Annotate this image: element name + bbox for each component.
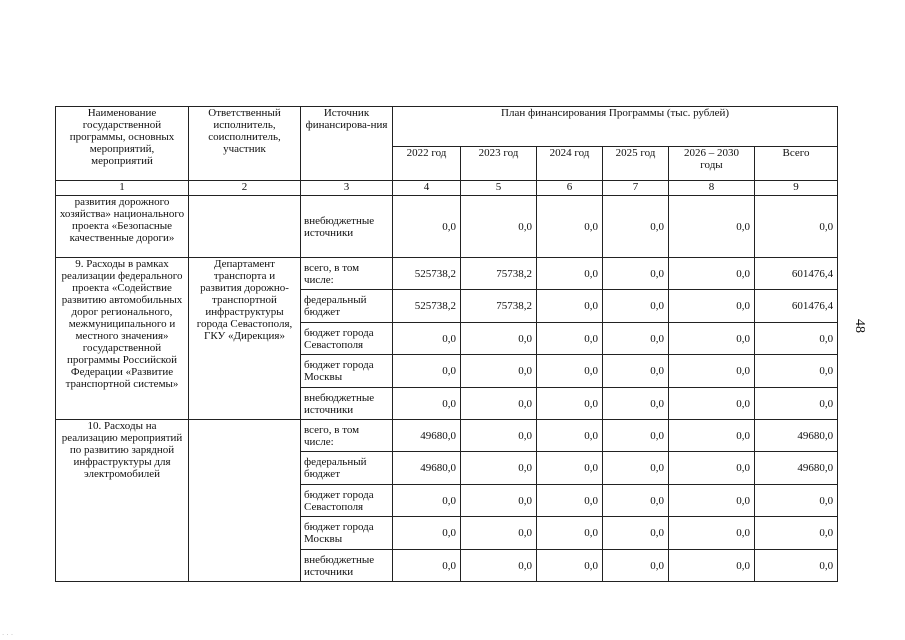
- cell-total: 49680,0: [755, 452, 838, 485]
- cell-amount: 525738,2: [393, 258, 461, 290]
- cell-amount: 49680,0: [393, 420, 461, 452]
- cell-amount: 0,0: [537, 452, 603, 485]
- cell-program-name: 9. Расходы в рамках реализации федерального проекта «Содействие развитию автомобильных дорог регионального, межмуниципального и местного значения» государственной программы Российской Федерации «Развитие транспортной системы»: [56, 258, 189, 420]
- column-number: 7: [603, 181, 669, 196]
- cell-source: внебюджетные источники: [301, 196, 393, 258]
- column-number: 8: [669, 181, 755, 196]
- cell-amount: 0,0: [537, 290, 603, 323]
- cell-amount: 0,0: [669, 420, 755, 452]
- column-number: 6: [537, 181, 603, 196]
- column-number: 9: [755, 181, 838, 196]
- cell-amount: 525738,2: [393, 290, 461, 323]
- cell-amount: 0,0: [393, 196, 461, 258]
- cell-program-name: 10. Расходы на реализацию мероприятий по развитию зарядной инфраструктуры для электромобилей: [56, 420, 189, 582]
- cell-amount: 0,0: [461, 323, 537, 355]
- cell-amount: 0,0: [537, 258, 603, 290]
- cell-amount: 0,0: [537, 485, 603, 517]
- cell-amount: 0,0: [603, 196, 669, 258]
- cell-amount: 75738,2: [461, 290, 537, 323]
- cell-total: 0,0: [755, 550, 838, 582]
- cell-amount: 0,0: [669, 452, 755, 485]
- cell-executor: [189, 420, 301, 582]
- cell-amount: 0,0: [603, 258, 669, 290]
- cell-amount: 0,0: [393, 485, 461, 517]
- cell-amount: 0,0: [537, 420, 603, 452]
- cell-source: федеральный бюджет: [301, 452, 393, 485]
- header-year: 2023 год: [461, 147, 537, 181]
- cell-amount: 0,0: [461, 485, 537, 517]
- cell-amount: 0,0: [537, 388, 603, 420]
- header-year: 2022 год: [393, 147, 461, 181]
- cell-amount: 75738,2: [461, 258, 537, 290]
- cell-source: бюджет города Москвы: [301, 517, 393, 550]
- cell-amount: 0,0: [669, 550, 755, 582]
- header-year: 2024 год: [537, 147, 603, 181]
- scan-mark: . . .: [2, 628, 14, 637]
- cell-amount: 0,0: [669, 388, 755, 420]
- cell-amount: 0,0: [603, 388, 669, 420]
- cell-amount: 0,0: [461, 196, 537, 258]
- cell-program-name: развития дорожного хозяйства» национального проекта «Безопасные качественные дороги»: [56, 196, 189, 258]
- cell-amount: 0,0: [603, 323, 669, 355]
- cell-amount: 0,0: [537, 323, 603, 355]
- cell-total: 0,0: [755, 323, 838, 355]
- table-row: [56, 420, 838, 452]
- cell-source: внебюджетные источники: [301, 550, 393, 582]
- cell-total: 0,0: [755, 196, 838, 258]
- header-source: Источник финансирова-ния: [301, 107, 393, 181]
- table-row: [56, 196, 838, 258]
- financing-table: [55, 106, 838, 582]
- cell-amount: 0,0: [461, 517, 537, 550]
- cell-amount: 0,0: [461, 452, 537, 485]
- cell-amount: 0,0: [603, 420, 669, 452]
- cell-amount: 0,0: [393, 355, 461, 388]
- cell-source: федеральный бюджет: [301, 290, 393, 323]
- page-number: 48: [852, 319, 867, 333]
- column-number: 3: [301, 181, 393, 196]
- cell-amount: 0,0: [669, 355, 755, 388]
- cell-source: бюджет города Москвы: [301, 355, 393, 388]
- cell-executor: [189, 196, 301, 258]
- cell-amount: 0,0: [669, 517, 755, 550]
- cell-source: бюджет города Севастополя: [301, 485, 393, 517]
- table-row: [56, 258, 838, 290]
- cell-amount: 0,0: [669, 258, 755, 290]
- cell-amount: 0,0: [461, 420, 537, 452]
- cell-total: 601476,4: [755, 258, 838, 290]
- column-number: 5: [461, 181, 537, 196]
- cell-amount: 0,0: [537, 355, 603, 388]
- cell-amount: 0,0: [603, 290, 669, 323]
- cell-amount: 0,0: [461, 388, 537, 420]
- cell-amount: 0,0: [393, 388, 461, 420]
- cell-amount: 0,0: [393, 550, 461, 582]
- table-body: [56, 196, 838, 582]
- cell-amount: 0,0: [537, 517, 603, 550]
- cell-total: 0,0: [755, 485, 838, 517]
- cell-amount: 0,0: [669, 485, 755, 517]
- cell-total: 0,0: [755, 355, 838, 388]
- cell-total: 601476,4: [755, 290, 838, 323]
- column-number: 4: [393, 181, 461, 196]
- cell-amount: 0,0: [461, 550, 537, 582]
- cell-amount: 0,0: [537, 196, 603, 258]
- cell-total: 0,0: [755, 517, 838, 550]
- cell-amount: 0,0: [603, 517, 669, 550]
- header-name: Наименование государственной программы, основных мероприятий, мероприятий: [56, 107, 189, 181]
- cell-amount: 0,0: [669, 323, 755, 355]
- cell-amount: 0,0: [461, 355, 537, 388]
- header-plan: План финансирования Программы (тыс. рублей): [393, 107, 838, 147]
- cell-total: 0,0: [755, 388, 838, 420]
- cell-amount: 0,0: [603, 485, 669, 517]
- column-number-row: [56, 181, 838, 196]
- cell-executor: Департамент транспорта и развития дорожно-транспортной инфраструктуры города Севастополя, ГКУ «Дирекция»: [189, 258, 301, 420]
- cell-source: всего, в том числе:: [301, 258, 393, 290]
- cell-amount: 0,0: [669, 196, 755, 258]
- column-number: 2: [189, 181, 301, 196]
- cell-source: бюджет города Севастополя: [301, 323, 393, 355]
- cell-amount: 0,0: [603, 550, 669, 582]
- cell-source: внебюджетные источники: [301, 388, 393, 420]
- column-number: 1: [56, 181, 189, 196]
- header-executor: Ответственный исполнитель, соисполнитель, участник: [189, 107, 301, 181]
- cell-total: 49680,0: [755, 420, 838, 452]
- header-year: 2026 – 2030 годы: [669, 147, 755, 181]
- cell-amount: 0,0: [393, 517, 461, 550]
- cell-amount: 49680,0: [393, 452, 461, 485]
- header-total: Всего: [755, 147, 838, 181]
- cell-source: всего, в том числе:: [301, 420, 393, 452]
- cell-amount: 0,0: [537, 550, 603, 582]
- cell-amount: 0,0: [393, 323, 461, 355]
- header-year: 2025 год: [603, 147, 669, 181]
- cell-amount: 0,0: [669, 290, 755, 323]
- cell-amount: 0,0: [603, 452, 669, 485]
- table-header: [56, 107, 838, 196]
- cell-amount: 0,0: [603, 355, 669, 388]
